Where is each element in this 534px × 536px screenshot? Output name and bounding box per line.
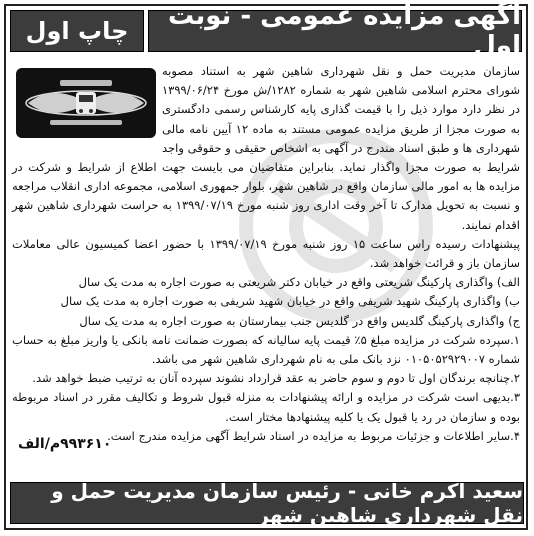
- condition-item: ۳.بدیهی است شرکت در مزایده و ارائه پیشنهادات به منزله قبول شروط و تکالیف مقرر در اسناد مربوطه بوده و سازمان در رد یا قبول یک یا کلیه پیشنهادها مختار است.: [12, 390, 520, 424]
- signature-footer: سعید اکرم خانی - رئیس سازمان مدیریت حمل و نقل شهرداری شاهین شهر: [10, 482, 524, 524]
- announcement-body: [12, 62, 520, 476]
- condition-item: ۴.سایر اطلاعات و جزئیات مربوط به مزایده در اسناد شرایط آگهی مزایده مندرج است.: [107, 428, 520, 443]
- list-item: ج) واگذاری پارکینگ گلدیس واقع در گلدیس جنب بیمارستان به صورت اجاره به مدت یک سال: [79, 313, 520, 328]
- list-item: ب) واگذاری پارکینگ شهید شریفی واقع در خیابان شهید شریفی به صورت اجاره به مدت یک سال: [60, 294, 520, 309]
- intro-paragraph: سازمان مدیریت حمل و نقل شهرداری شاهین شهر به استناد مصوبه شورای محترم اسلامی شاهین شهر به شماره ۱۲۸۲/ش مورخ ۱۳۹۹/۰۶/۲۴ در نظر دارد موارد ذیل را با قیمت گذاری پایه کارشناس رسمی دادگستری به صورت مجزا از طریق مزایده عمومی مستند به ماده ۱۲ آیین نامه مالی شهرداری ها و طبق اسناد مندرج در آگهی به اشخاص حقیقی و حقوقی واجد شرایط به صورت مجزا واگذار نماید. بنابراین متقاضیان می بایست جهت اطلاع از شرایط و شرکت در مزایده ها به امور مالی سازمان واقع در شاهین شهر، بلوار جمهوری اسلامی، مجموعه اداری انقلاب مراجعه و نسبت به تحویل مدارک تا آخر وقت اداری روز شنبه مورخ ۱۳۹۹/۰۷/۱۹ به حراست شهرداری شاهین شهر اقدام نمایند.: [12, 64, 520, 232]
- announcement-frame: [4, 1, 528, 530]
- reference-code: ۹۹۳۶۱۰م/الف: [18, 436, 112, 452]
- announcement-title: آگهی مزایده عمومی - نوبت اول: [148, 10, 522, 52]
- header: [6, 1, 526, 61]
- condition-item: ۲.چنانچه برندگان اول تا دوم و سوم حاضر به عقد قرارداد نشوند سپرده آنان به ترتیب ضبط خواهد شد.: [32, 371, 520, 386]
- edition-label: چاپ اول: [10, 10, 144, 52]
- list-item: الف) واگذاری پارکینگ شریعتی واقع در خیابان دکتر شریعتی به صورت اجاره به مدت یک سال: [78, 275, 520, 290]
- opening-paragraph: پیشنهادات رسیده راس ساعت ۱۵ روز شنبه مورخ ۱۳۹۹/۰۷/۱۹ با حضور اعضا کمیسیون عالی معاملات سازمان باز و قرائت خواهد شد.: [12, 236, 520, 271]
- condition-item: ۱.سپرده شرکت در مزایده مبلغ ۵٪ قیمت پایه سالیانه که بصورت ضمانت نامه بانکی یا واریز مبلغ به حساب شماره ۰۱۰۵۰۵۲۹۲۹۰۰۷ نزد بانک ملی به نام شهرداری شاهین شهر می باشد.: [12, 332, 520, 367]
